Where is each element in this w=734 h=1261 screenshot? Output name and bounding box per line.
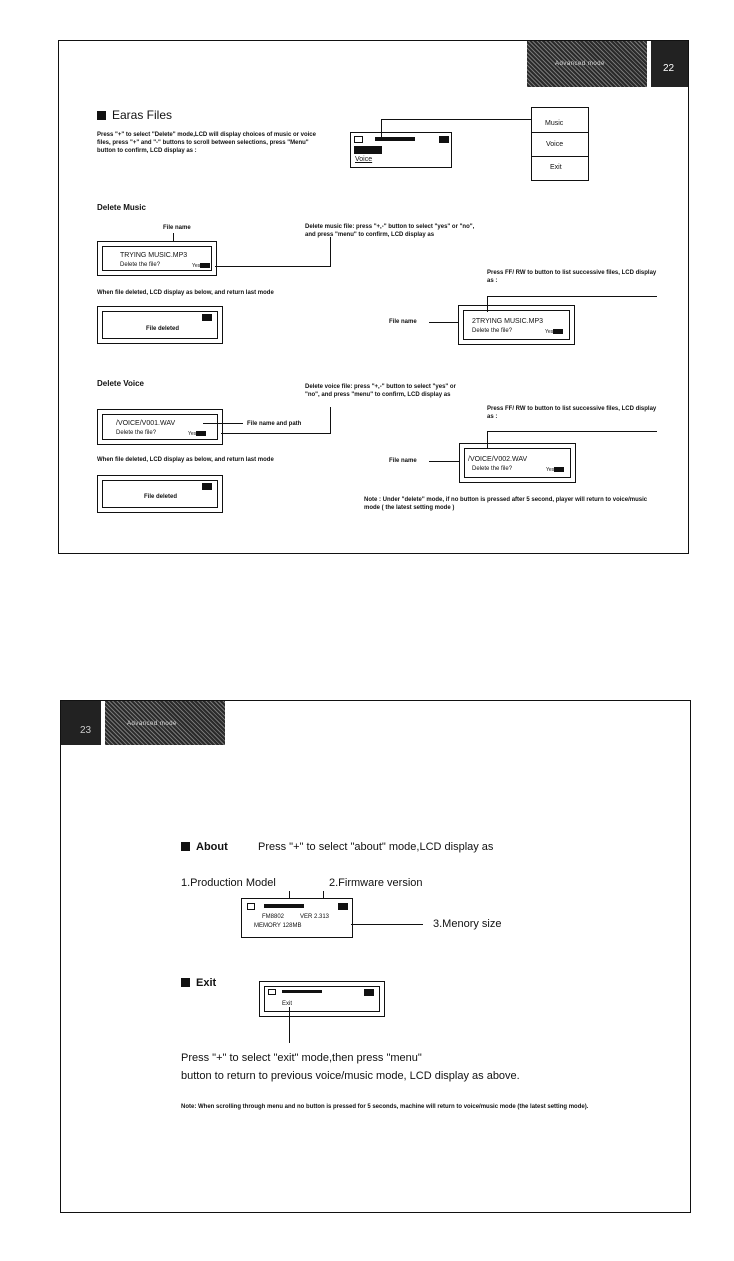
lcd-memory: MEMORY 128MB xyxy=(254,923,302,929)
lcd-yes: Yes xyxy=(192,263,201,269)
lcd-voice2-yes: Yes xyxy=(546,467,555,473)
voice-ff-instruction: Press FF/ RW to button to list successive files, LCD display as : xyxy=(487,406,657,420)
page-23 xyxy=(60,700,691,1213)
exit-text-line1: Press "+" to select "exit" mode,then press "menu" xyxy=(181,1052,422,1064)
lcd-voice-filename: /VOICE/V001.WAV xyxy=(116,420,176,427)
voice-file-name-label: File name xyxy=(389,458,417,464)
delete-voice-lcd xyxy=(97,409,223,445)
page-number: 22 xyxy=(663,63,675,74)
page-number: 23 xyxy=(80,725,92,736)
bullet-square-icon xyxy=(181,842,190,851)
lcd-voice-yes: Yes xyxy=(188,431,197,437)
lcd-version: VER 2.313 xyxy=(300,914,330,920)
menu-item-voice[interactable]: Voice xyxy=(546,141,564,148)
exit-text-line2: button to return to previous voice/music mode, LCD display as above. xyxy=(181,1070,520,1082)
lcd2-prompt: Delete the file? xyxy=(472,328,513,334)
lcd-voice2-prompt: Delete the file? xyxy=(472,466,513,472)
menu-item-music[interactable]: Music xyxy=(545,120,564,127)
delete-voice-title: Delete Voice xyxy=(97,379,144,388)
menu-box xyxy=(531,107,589,181)
delete-music-lcd xyxy=(97,241,217,276)
lcd-voice2-filename: /VOICE/V002.WAV xyxy=(468,456,528,463)
file-name-label: File name xyxy=(163,225,191,231)
lcd-filename: TRYING MUSIC.MP3 xyxy=(120,252,188,259)
lcd-file-deleted: File deleted xyxy=(146,326,180,332)
lcd-model: FM8802 xyxy=(262,914,285,920)
section-title: Earas Files xyxy=(97,108,172,122)
label-memory-size: 3.Menory size xyxy=(433,918,502,930)
exit-lcd xyxy=(259,981,385,1017)
about-text: Press "+" to select "about" mode,LCD display as xyxy=(258,841,494,853)
about-lcd xyxy=(241,898,353,938)
menu-lcd xyxy=(350,132,452,168)
lcd-voice-prompt: Delete the file? xyxy=(116,430,157,436)
bullet-square-icon xyxy=(181,978,190,987)
menu-item-exit[interactable]: Exit xyxy=(550,164,562,171)
lcd-prompt: Delete the file? xyxy=(120,262,161,268)
exit-heading: Exit xyxy=(181,977,216,989)
delete-voice-lcd-2 xyxy=(459,443,576,483)
lcd2-yes: Yes xyxy=(545,329,554,335)
music-deleted-lcd xyxy=(97,306,223,344)
music-deleted-note: When file deleted, LCD display as below, and return last mode xyxy=(97,290,274,296)
page-number-box xyxy=(61,701,101,745)
delete-note: Note : Under "delete" mode, if no button is pressed after 5 second, player will return to voice/music mode ( the latest setting mode ) xyxy=(364,497,648,511)
music-ff-instruction: Press FF/ RW to button to list successive files, LCD display as : xyxy=(487,270,657,284)
delete-music-instruction: Delete music file: press "+,-" button to select "yes" or "no", and press "menu" to confirm, LCD display as xyxy=(305,224,475,238)
header-text: Advanced mode xyxy=(555,61,605,67)
lcd-exit: Exit xyxy=(282,1001,293,1007)
lcd-voice-label: Voice xyxy=(355,156,373,163)
delete-voice-instruction: Delete voice file: press "+,-" button to select "yes" or "no", and press "menu" to confirm, LCD display as xyxy=(305,384,456,398)
bullet-square-icon xyxy=(97,111,106,120)
voice-deleted-note: When file deleted, LCD display as below, and return last mode xyxy=(97,457,274,463)
delete-music-lcd-2 xyxy=(458,305,575,345)
header-text: Advanced mode xyxy=(127,721,177,727)
scroll-note: Note: When scrolling through menu and no button is pressed for 5 seconds, machine will return to voice/music mode (the latest setting mode). xyxy=(181,1104,589,1110)
delete-music-title: Delete Music xyxy=(97,203,146,212)
label-firmware-version: 2.Firmware version xyxy=(329,877,423,889)
page-22 xyxy=(58,40,689,554)
intro-text: Press "+" to select "Delete" mode,LCD will display choices of music or voice files, press "+" and "-" buttons to scroll between selections, press "Menu" button to confirm, LCD display as : xyxy=(97,132,316,154)
file-name-label-2: File name xyxy=(389,319,417,325)
about-heading: About xyxy=(181,841,228,853)
file-name-path-label: File name and path xyxy=(247,421,302,427)
lcd-highlight xyxy=(354,146,382,154)
lcd2-filename: 2TRYING MUSIC.MP3 xyxy=(472,318,544,325)
voice-deleted-lcd xyxy=(97,475,223,513)
label-production-model: 1.Production Model xyxy=(181,877,276,889)
lcd-voice-file-deleted: File deleted xyxy=(144,494,178,500)
